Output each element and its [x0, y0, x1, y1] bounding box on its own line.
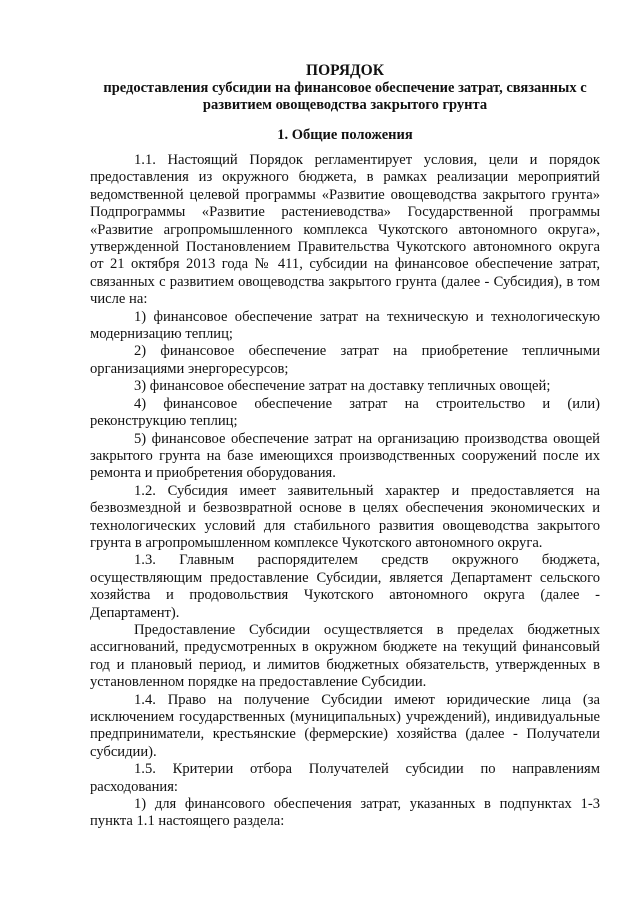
paragraph-1-4: 1.4. Право на получение Субсидии имеют юридические лица (за исключением государственных (муниципальных) учреждений), индивидуальные предприниматели, крестьянские (фермерские) хозяйства (далее - Получатели субсидии). — [90, 691, 600, 760]
paragraph-1-1-item-2: 2) финансовое обеспечение затрат на приобретение тепличными организациями энергоресурсов; — [90, 343, 600, 377]
paragraph-1-5: 1.5. Критерии отбора Получателей субсидии по направлениям расходования: — [90, 761, 600, 795]
paragraph-1-1-item-3: 3) финансовое обеспечение затрат на доставку тепличных овощей; — [134, 378, 551, 395]
paragraph-1-1-item-5: 5) финансовое обеспечение затрат на организацию производства овощей закрытого грунта на базе имеющихся производственных сооружений после их ремонта и приобретения оборудования. — [90, 430, 600, 482]
section-heading: 1. Общие положения — [277, 127, 413, 143]
document-title: ПОРЯДОК — [306, 62, 384, 79]
paragraph-1-1: 1.1. Настоящий Порядок регламентирует условия, цели и порядок предоставления из окружного бюджета, в рамках реализации мероприятий ведомственной целевой программы «Развитие овощеводства закрытого грунта» Подпрограммы «Развитие растениеводства» Государственной программы «Развитие агропромышленного комплекса Чукотского автономного округа», утвержденной Постановлением Правительства Чукотского автономного округа от 21 октября 2013 года № 411, субсидии на финансовое обеспечение затрат, связанных с развитием овощеводства закрытого грунта (далее - Субсидия), в том числе на: — [90, 152, 600, 308]
paragraph-1-3: 1.3. Главным распорядителем средств окружного бюджета, осуществляющим предоставление Субсидии, является Департамент сельского хозяйства и продовольствия Чукотского автономного округа (далее - Департамент). — [90, 552, 600, 621]
paragraph-1-3-continued: Предоставление Субсидии осуществляется в пределах бюджетных ассигнований, предусмотренных в окружном бюджете на текущий финансовый год и плановый период, и лимитов бюджетных обязательств, утвержденных в установленном порядке на предоставление Субсидии. — [90, 621, 600, 691]
paragraph-1-2: 1.2. Субсидия имеет заявительный характер и предоставляется на безвозмездной и безвозвратной основе в целях обеспечения экономических и технологических условий для стабильного развития овощеводства закрытого грунта в агропромышленном комплексе Чукотского автономного округа. — [90, 482, 600, 551]
paragraph-1-1-item-1: 1) финансовое обеспечение затрат на техническую и технологическую модернизацию теплиц; — [90, 308, 600, 343]
document-page — [90, 62, 600, 831]
paragraph-1-1-item-4: 4) финансовое обеспечение затрат на строительство и (или) реконструкцию теплиц; — [90, 395, 600, 430]
document-subtitle: предоставления субсидии на финансовое обеспечение затрат, связанных с развитием овощеводства закрытого грунта — [103, 80, 587, 113]
paragraph-1-5-item-1: 1) для финансового обеспечения затрат, указанных в подпунктах 1-3 пункта 1.1 настоящего раздела: — [90, 796, 600, 830]
